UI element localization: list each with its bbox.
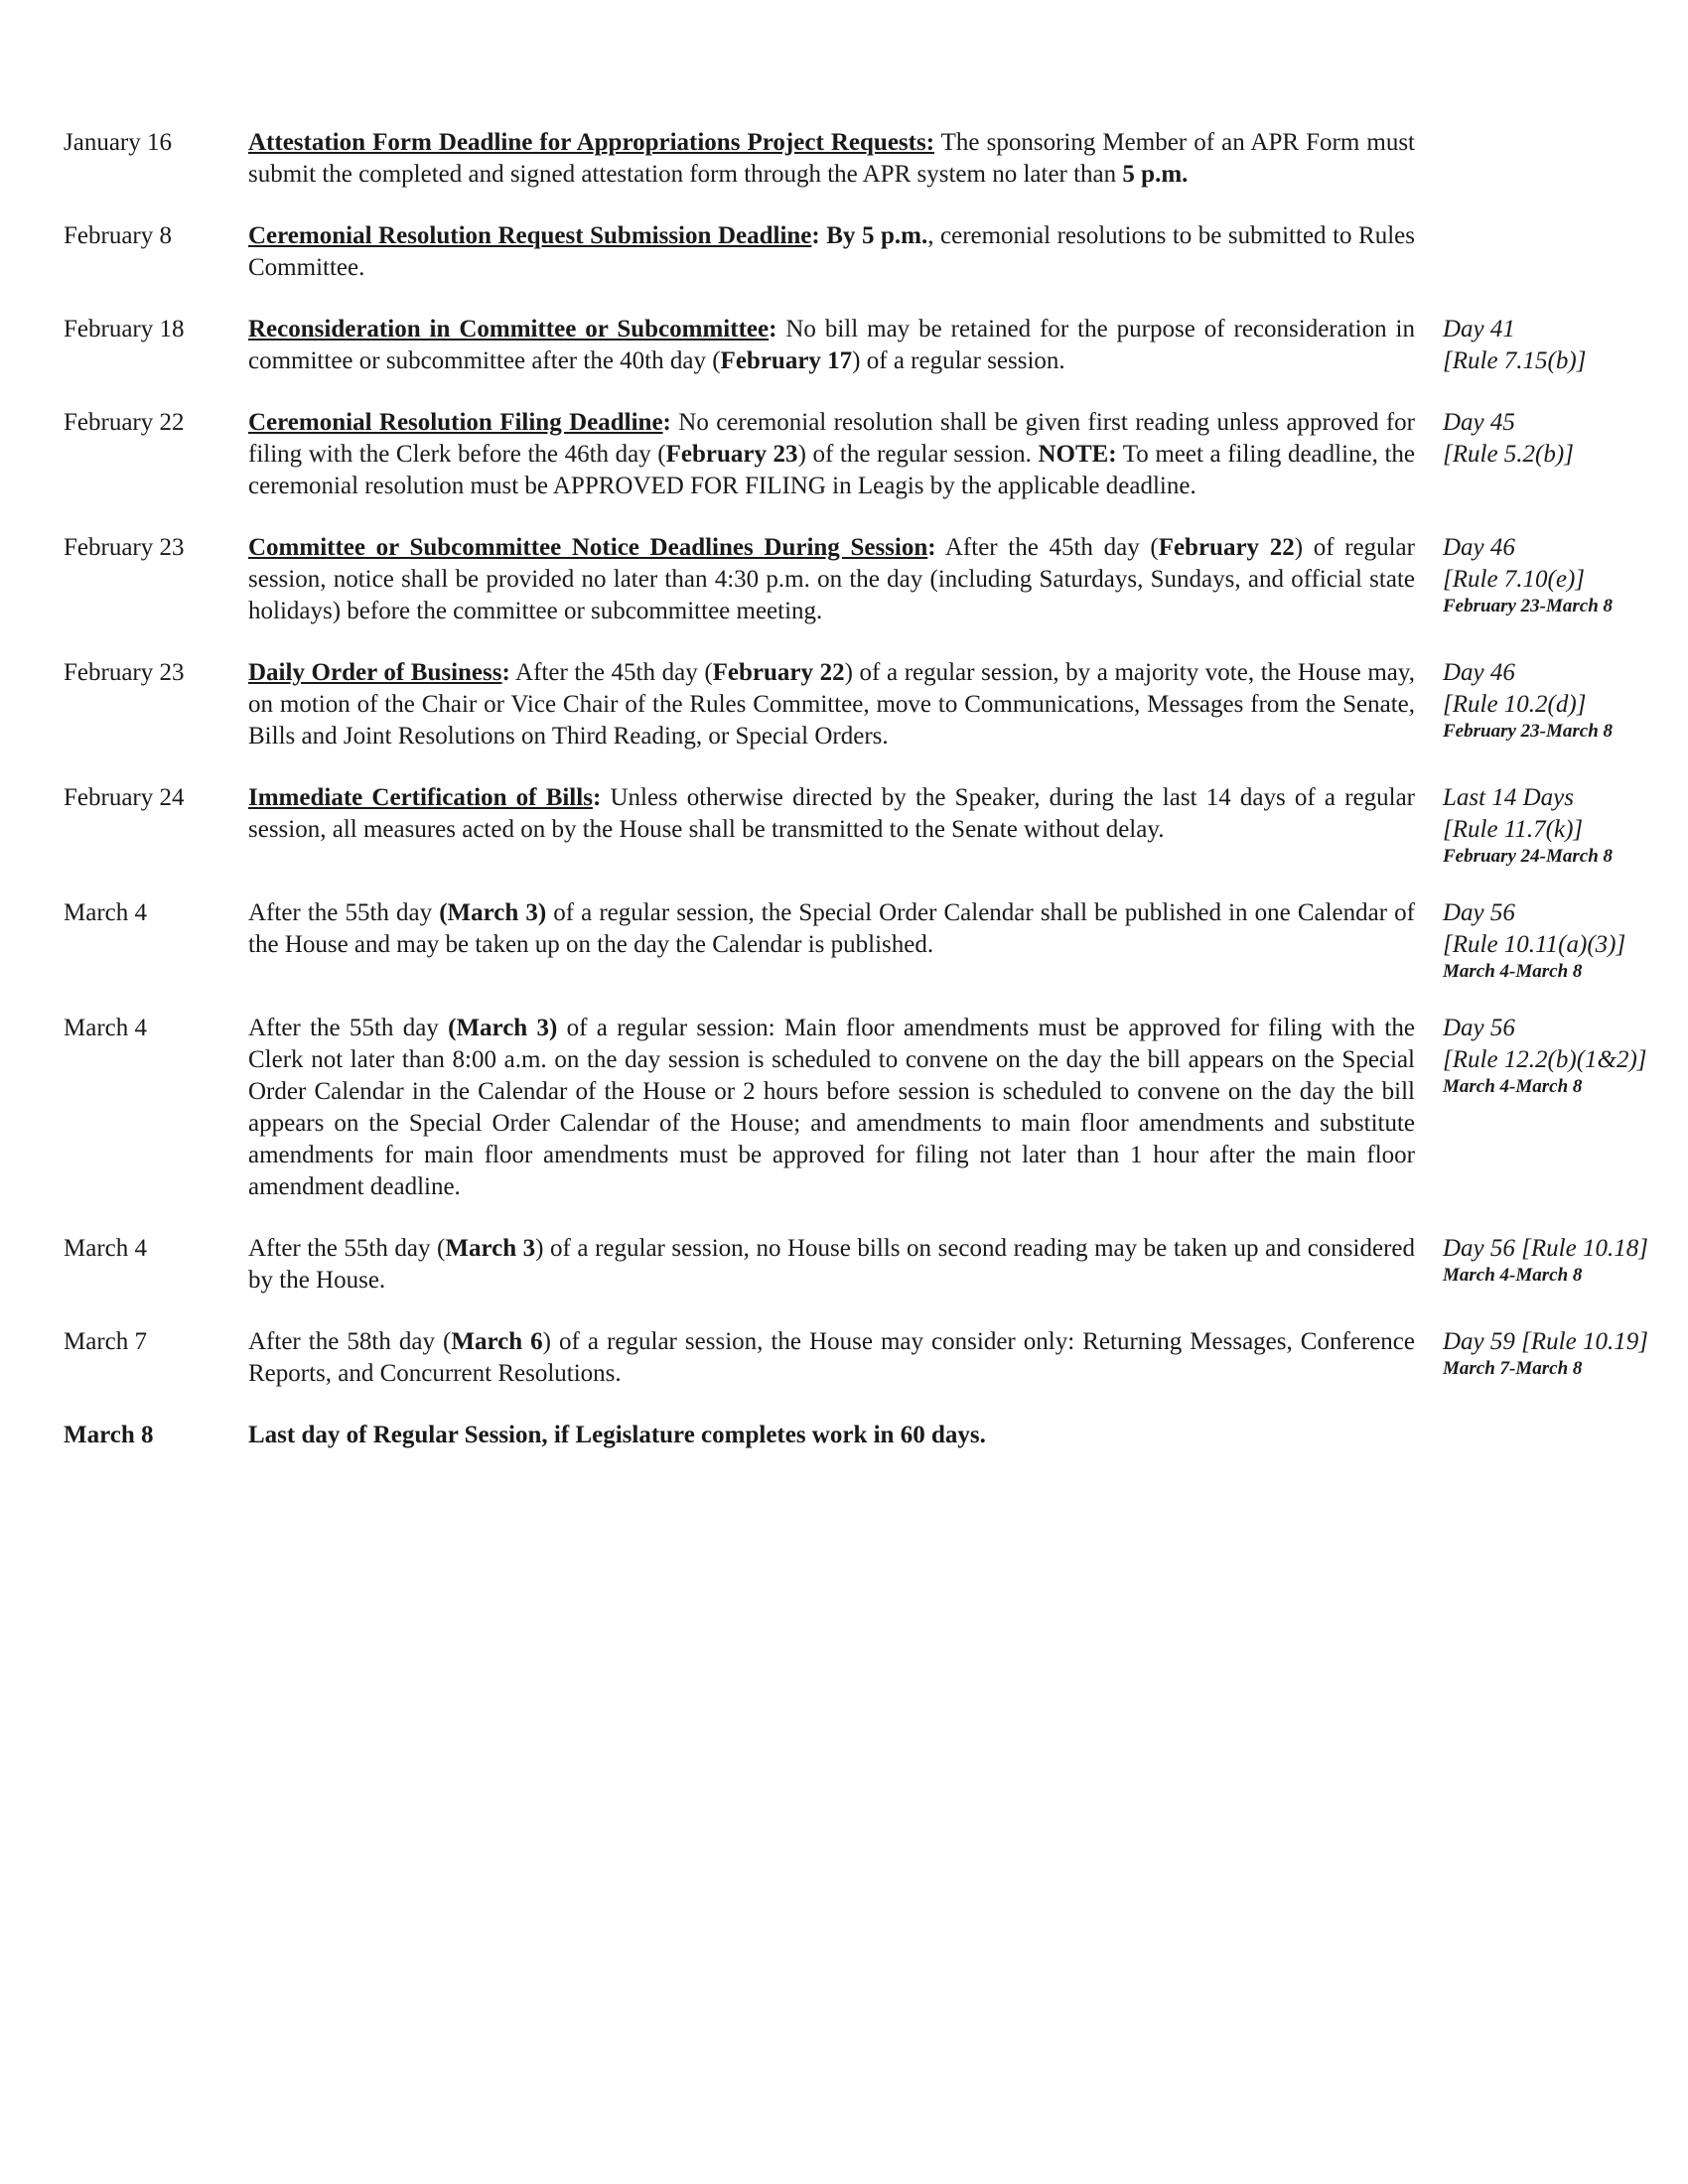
entry-heading: Attestation Form Deadline for Appropriations Project Requests: [248,129,935,156]
session-day: Day 56 [1443,1235,1515,1262]
date-range: March 4-March 8 [1443,1076,1583,1097]
rule-reference [1443,407,1671,471]
body-text: No ceremonial resolution shall be given first reading unless approved for filing with the Clerk before the 46th day ( [248,409,1415,468]
session-day: Day 59 [1443,1328,1515,1355]
date-range: March 4-March 8 [1443,961,1583,982]
entry-description [248,314,1415,377]
rule-number: [Rule 11.7(k)] [1443,816,1584,843]
deadline-entry [64,532,1632,627]
rule-number: [Rule 10.11(a)(3)] [1443,931,1626,958]
body-text: The sponsoring Member of an APR Form must submit the completed and signed attestation form through the APR system no later than [248,129,1415,188]
deadline-entry [64,407,1632,502]
entry-description [248,1326,1415,1390]
session-day: Day 56 [1443,899,1515,926]
deadline-entry [64,127,1632,191]
date-range: March 4-March 8 [1443,1265,1583,1286]
rule-reference [1443,532,1671,617]
rule-number: [Rule 7.15(b)] [1443,347,1587,374]
body-text: No bill may be retained for the purpose of reconsideration in committee or subcommittee after the 40th day ( [248,316,1415,374]
session-day: Day 45 [1443,409,1515,436]
rule-reference [1443,1233,1671,1287]
rule-reference [1443,657,1671,743]
bold-text: February 22 [712,659,845,686]
rule-number: [Rule 10.2(d)] [1443,691,1587,718]
deadline-entry [64,314,1632,377]
deadline-entry [64,1233,1648,1297]
bold-text: : [662,409,671,436]
rule-number: [Rule 12.2(b)(1&2)] [1443,1046,1647,1073]
entry-date: February 22 [64,409,185,436]
rule-reference [1443,1013,1671,1098]
rule-reference [1443,314,1671,377]
entry-heading: Ceremonial Resolution Filing Deadline [248,409,663,436]
entry-description [248,407,1415,502]
bold-text: (March 3) [448,1015,558,1041]
entry-description [248,532,1415,627]
body-text: ) of the regular session. [797,441,1039,468]
entry-date: February 24 [64,784,185,811]
bold-text: (March 3) [439,899,547,926]
date-range: March 7-March 8 [1443,1358,1583,1379]
entry-date: March 4 [64,1015,147,1041]
entry-heading: Daily Order of Business [248,659,502,686]
bold-text: February 22 [1158,534,1295,561]
entry-date: February 23 [64,534,185,561]
entry-description [248,220,1415,284]
body-text: ) of a regular session, no House bills on second reading may be taken up and considered by the House. [248,1235,1415,1294]
deadline-entry [64,657,1632,752]
entry-date: March 4 [64,1235,147,1262]
rule-number: [Rule 7.10(e)] [1443,566,1586,593]
body-text: of a regular session, the Special Order Calendar shall be published in one Calendar of the House and may be taken up on the day the Calendar is published. [248,899,1415,958]
final-date: March 8 [64,1422,154,1448]
bold-text: March 3 [445,1235,536,1262]
rule-number: [Rule 10.18] [1521,1235,1648,1262]
entry-date: February 23 [64,659,185,686]
session-day: Day 46 [1443,659,1515,686]
entry-description [248,1013,1415,1203]
deadline-entry [64,897,1632,983]
bold-text: March 6 [451,1328,543,1355]
body-text: of a regular session: Main floor amendments must be approved for filing with the Clerk not later than 8:00 a.m. on the day session is scheduled to convene on the day the bill appears on the Special Order Calendar in the Calendar of the House or 2 hours before session is scheduled to convene on the day the bill appears on the Special Order Calendar of the House; and amendments to main floor amendments and substitute amendments for main floor amendments must be approved for filing not later than 1 hour after the main floor amendment deadline. [248,1015,1415,1200]
deadline-entry [64,782,1632,868]
session-day: Day 46 [1443,534,1515,561]
bold-text: : [769,316,777,342]
entry-description [248,897,1415,961]
body-text: After the 58th day ( [248,1328,452,1355]
body-text: Unless otherwise directed by the Speaker, during the last 14 days of a regular session, all measures acted on by the House shall be transmitted to the Senate without delay. [248,784,1415,843]
rule-number: [Rule 5.2(b)] [1443,441,1574,468]
body-text: ) of regular session, notice shall be provided no later than 4:30 p.m. on the day (including Saturdays, Sundays, and official state holidays) before the committee or subcommittee meeting. [248,534,1415,624]
deadline-entry [64,1326,1648,1390]
body-text: After the 55th day ( [248,1235,446,1262]
body-text: After the 45th day ( [509,659,713,686]
body-text: To meet a filing deadline, the ceremonial resolution must be APPROVED FOR FILING in Leagis by the applicable deadline. [248,441,1416,499]
bold-text: 5 p.m. [1122,161,1189,188]
bold-text: : [592,784,602,811]
session-day: Last 14 Days [1443,784,1574,811]
bold-text: NOTE: [1038,441,1117,468]
date-range: February 24-March 8 [1443,846,1614,867]
entry-description [248,657,1415,752]
entry-heading: Immediate Certification of Bills [248,784,593,811]
entry-description [248,127,1415,191]
session-day: Day 56 [1443,1015,1515,1041]
body-text: After the 45th day ( [935,534,1159,561]
entry-date: February 8 [64,222,172,249]
bold-text: February 23 [665,441,798,468]
entry-date: January 16 [64,129,172,156]
deadline-entry [64,220,1632,284]
body-text: After the 55th day [248,899,440,926]
entry-heading: Committee or Subcommittee Notice Deadlines During Session [248,534,928,561]
rule-reference [1443,782,1671,868]
entry-date: March 4 [64,899,147,926]
deadline-entry [64,1013,1647,1203]
rule-number: [Rule 10.19] [1521,1328,1648,1355]
body-text: ) of a regular session, by a majority vote, the House may, on motion of the Chair or Vice Chair of the Rules Committee, move to Communications, Messages from the Senate, Bills and Joint Resolutions on Third Reading, or Special Orders. [248,659,1415,750]
bold-text: 5 p.m. [861,222,928,249]
entry-description [248,782,1415,846]
entry-heading: Reconsideration in Committee or Subcommittee [248,316,770,342]
rule-reference [1443,1326,1671,1380]
body-text: , ceremonial resolutions to be submitted to Rules Committee. [248,222,1415,281]
bold-text: : By [811,222,862,249]
bold-text: : [927,534,936,561]
body-text: After the 55th day [248,1015,449,1041]
body-text: ) of a regular session, the House may consider only: Returning Messages, Conference Reports, and Concurrent Resolutions. [248,1328,1416,1387]
body-text: ) of a regular session. [852,347,1065,374]
date-range: February 23-March 8 [1443,721,1614,742]
session-day: Day 41 [1443,316,1515,342]
bold-text: February 17 [720,347,853,374]
entry-description [248,1233,1415,1297]
final-description: Last day of Regular Session, if Legislature completes work in 60 days. [248,1422,986,1448]
entry-date: March 7 [64,1328,147,1355]
date-range: February 23-March 8 [1443,596,1614,616]
entry-heading: Ceremonial Resolution Request Submission Deadline [248,222,812,249]
deadline-list [64,127,1648,1481]
entry-date: February 18 [64,316,185,342]
rule-reference [1443,897,1671,983]
bold-text: : [501,659,510,686]
final-entry [64,1420,1632,1451]
